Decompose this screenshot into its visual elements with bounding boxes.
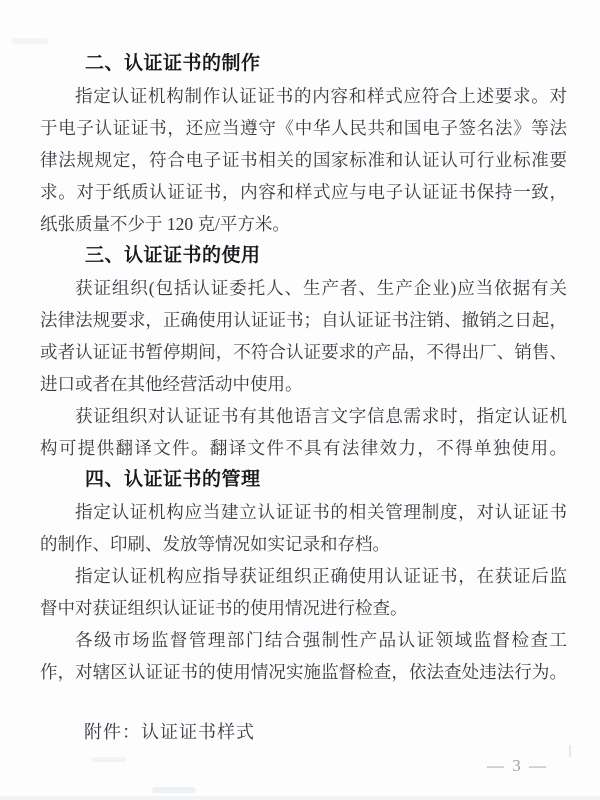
section-heading: 四、认证证书的管理 — [85, 469, 261, 490]
text-line: 构可提供翻译文件。翻译文件不具有法律效力，不得单独使用。 — [40, 438, 567, 458]
text-line: 获证组织(包括认证委托人、生产者、生产企业)应当依据有关 — [75, 278, 567, 298]
scan-smudge — [152, 787, 196, 793]
section-heading: 二、认证证书的制作 — [85, 53, 261, 74]
text-line: 指定认证机构制作认证证书的内容和样式应符合上述要求。对 — [75, 86, 567, 106]
section-heading: 三、认证证书的使用 — [85, 245, 261, 266]
text-line: 求。对于纸质认证证书，内容和样式应与电子认证证书保持一致， — [40, 182, 567, 202]
text-line: 法律法规要求，正确使用认证证书；自认证证书注销、撤销之日起， — [40, 310, 567, 330]
document-body — [40, 48, 567, 748]
text-line: 的制作、印刷、发放等情况如实记录和存档。 — [40, 534, 390, 554]
text-line: 指定认证机构应指导获证组织正确使用认证证书，在获证后监 — [75, 566, 567, 586]
text-line: 督中对获证组织认证证书的使用情况进行检查。 — [40, 598, 408, 618]
text-line: 作，对辖区认证证书的使用情况实施监督检查，依法查处违法行为。 — [40, 662, 567, 682]
text-line: 纸张质量不少于 120 克/平方米。 — [40, 214, 290, 234]
scan-smudge — [12, 38, 48, 44]
text-line: 或者认证证书暂停期间，不符合认证要求的产品，不得出厂、销售、 — [40, 342, 567, 362]
text-line: 于电子认证证书，还应当遵守《中华人民共和国电子签名法》等法 — [40, 118, 567, 138]
scan-smudge — [92, 757, 126, 762]
document-text-blocks — [40, 48, 567, 688]
scan-mark — [569, 745, 571, 757]
attachment-note: 附件：认证证书样式 — [84, 722, 255, 742]
text-line: 各级市场监督管理部门结合强制性产品认证领域监督检查工 — [75, 630, 567, 650]
text-line: 获证组织对认证证书有其他语言文字信息需求时，指定认证机 — [75, 406, 567, 426]
text-line: 律法规规定，符合电子证书相关的国家标准和认证认可行业标准要 — [40, 150, 567, 170]
text-line: 进口或者在其他经营活动中使用。 — [40, 374, 303, 394]
text-line: 指定认证机构应当建立认证证书的相关管理制度，对认证证书 — [75, 502, 567, 522]
page-number: — 3 — — [487, 756, 548, 775]
scan-shadow — [0, 796, 600, 800]
